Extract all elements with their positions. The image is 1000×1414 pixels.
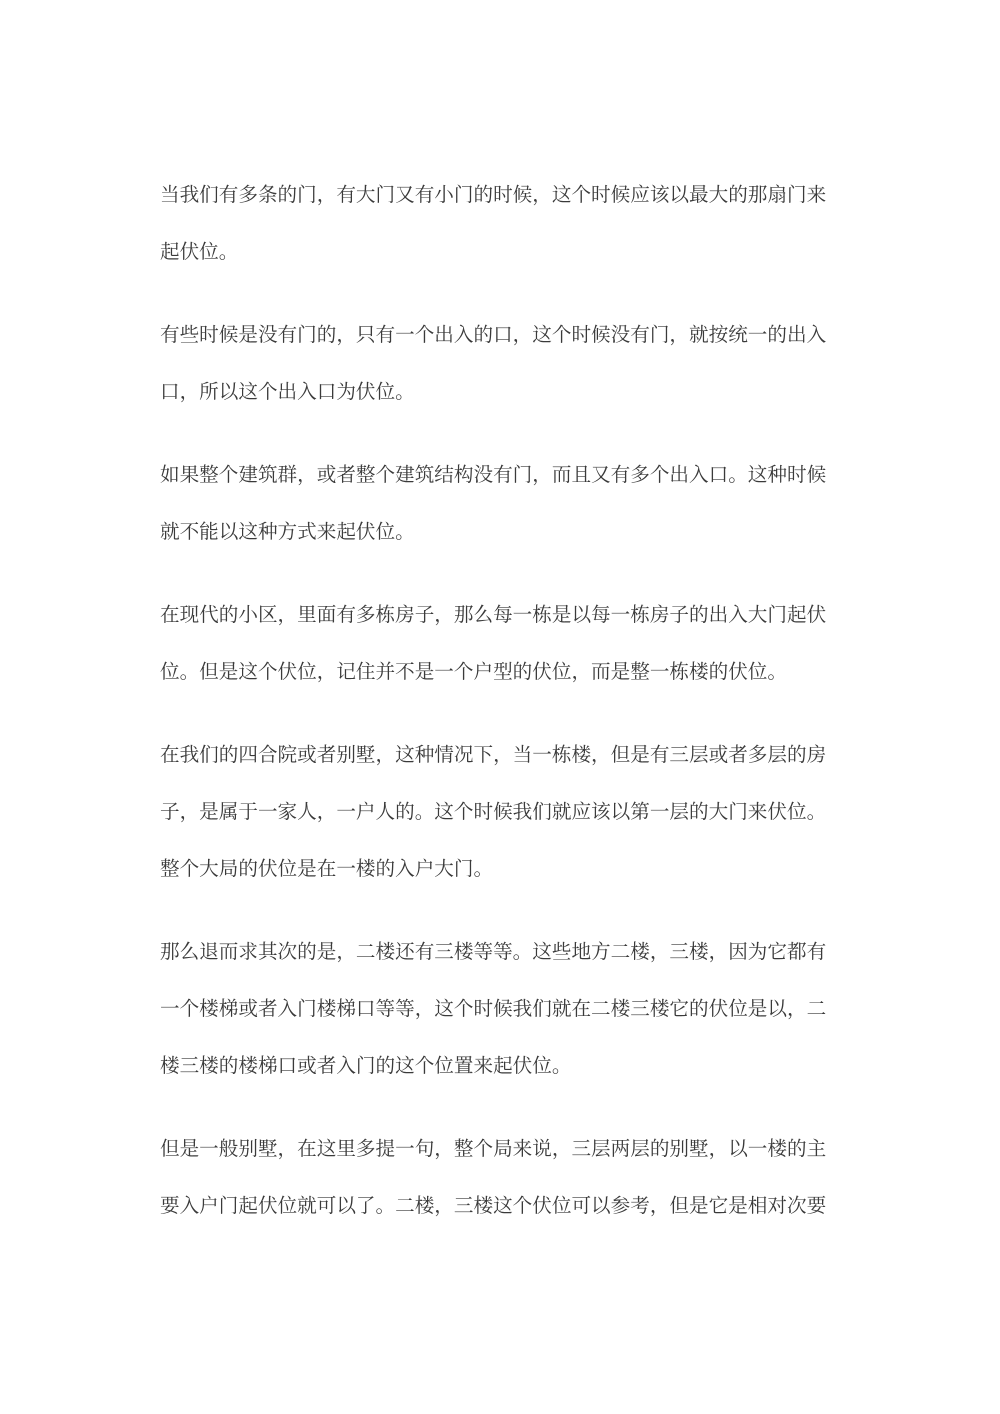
paragraph-6	[160, 923, 842, 1094]
document-page	[160, 166, 842, 1260]
text-line: 如果整个建筑群，或者整个建筑结构没有门，而且又有多个出入口。这种时候	[160, 463, 827, 486]
paragraph-7	[160, 1120, 842, 1234]
text-line: 起伏位。	[160, 240, 239, 263]
text-line: 就不能以这种方式来起伏位。	[160, 520, 415, 543]
text-line: 一个楼梯或者入门楼梯口等等，这个时候我们就在二楼三楼它的伏位是以，二	[160, 997, 827, 1020]
paragraph-3	[160, 446, 842, 560]
text-line: 那么退而求其次的是，二楼还有三楼等等。这些地方二楼，三楼，因为它都有	[160, 940, 827, 963]
text-line: 位。但是这个伏位，记住并不是一个户型的伏位，而是整一栋楼的伏位。	[160, 660, 787, 683]
text-line: 但是一般别墅，在这里多提一句，整个局来说，三层两层的别墅，以一楼的主	[160, 1137, 827, 1160]
paragraph-5	[160, 726, 842, 897]
text-line: 要入户门起伏位就可以了。二楼，三楼这个伏位可以参考，但是它是相对次要	[160, 1194, 827, 1217]
text-line: 有些时候是没有门的，只有一个出入的口，这个时候没有门，就按统一的出入	[160, 323, 827, 346]
text-line: 在现代的小区，里面有多栋房子，那么每一栋是以每一栋房子的出入大门起伏	[160, 603, 827, 626]
text-line: 在我们的四合院或者别墅，这种情况下，当一栋楼，但是有三层或者多层的房	[160, 743, 827, 766]
paragraph-4	[160, 586, 842, 700]
text-line: 当我们有多条的门，有大门又有小门的时候，这个时候应该以最大的那扇门来	[160, 183, 827, 206]
text-line: 楼三楼的楼梯口或者入门的这个位置来起伏位。	[160, 1054, 572, 1077]
paragraph-2	[160, 306, 842, 420]
text-line: 口，所以这个出入口为伏位。	[160, 380, 415, 403]
text-line: 子，是属于一家人，一户人的。这个时候我们就应该以第一层的大门来伏位。	[160, 800, 827, 823]
paragraph-1	[160, 166, 842, 280]
text-line: 整个大局的伏位是在一楼的入户大门。	[160, 857, 494, 880]
